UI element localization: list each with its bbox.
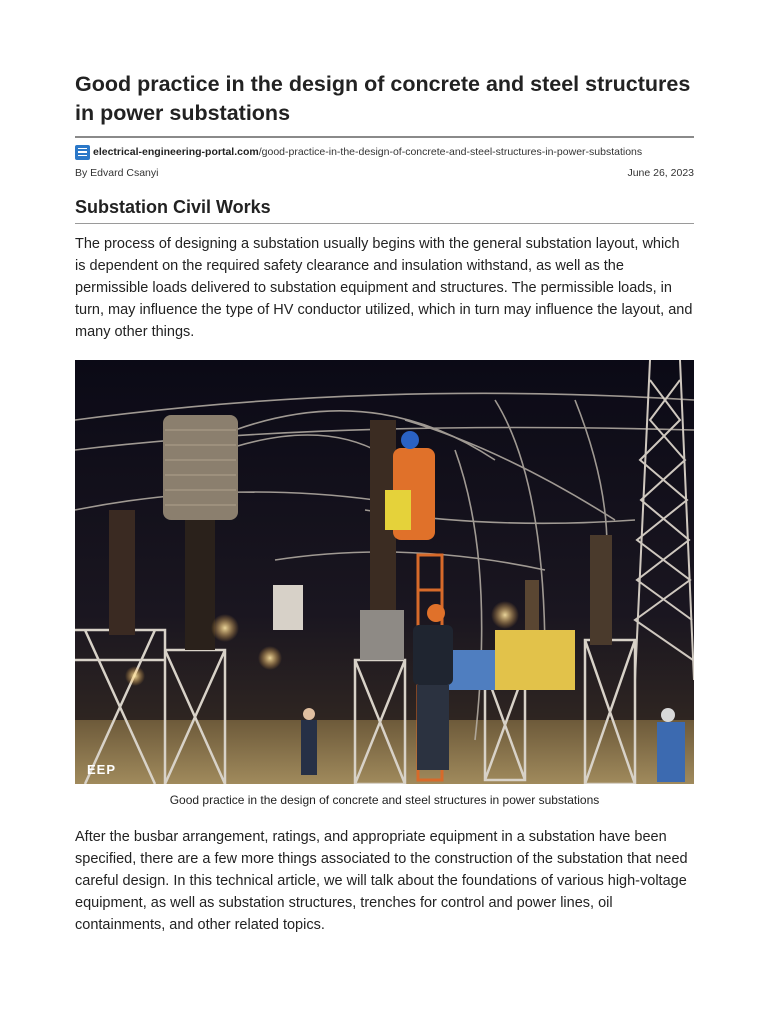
document-lines-icon bbox=[75, 145, 90, 160]
article-author: By Edvard Csanyi bbox=[75, 167, 159, 179]
substation-photo bbox=[75, 360, 694, 784]
source-path[interactable]: /good-practice-in-the-design-of-concrete-and-steel-structures-in-power-substations bbox=[258, 146, 643, 158]
article-meta bbox=[75, 167, 694, 179]
photo-watermark: EEP bbox=[87, 762, 117, 777]
article-title: Good practice in the design of concrete and steel structures in power substations bbox=[75, 70, 694, 138]
source-domain[interactable]: electrical-engineering-portal.com bbox=[93, 146, 259, 158]
article-date: June 26, 2023 bbox=[627, 167, 694, 179]
article bbox=[75, 70, 694, 936]
substation-photo-illustration bbox=[75, 360, 694, 784]
source-link-row[interactable] bbox=[75, 143, 694, 161]
paragraph-intro: The process of designing a substation usually begins with the general substation layout, which is dependent on the required safety clearance and insulation withstand, as well as the permissible loads delivered to substation equipment and structures. The permissible loads, in turn, may influence the type of HV conductor utilized, which in turn may influence the layout, and many other things. bbox=[75, 236, 693, 340]
section-heading: Substation Civil Works bbox=[75, 197, 694, 224]
figure-caption: Good practice in the design of concrete and steel structures in power substations bbox=[169, 793, 600, 807]
paragraph-followup: After the busbar arrangement, ratings, and appropriate equipment in a substation have been specified, there are a few more things associated to the construction of the substation that need careful design. In this technical article, we will talk about the foundations of various high-voltage equipment, as well as substation structures, trenches for control and power lines, oil containments, and other related topics. bbox=[75, 829, 688, 933]
